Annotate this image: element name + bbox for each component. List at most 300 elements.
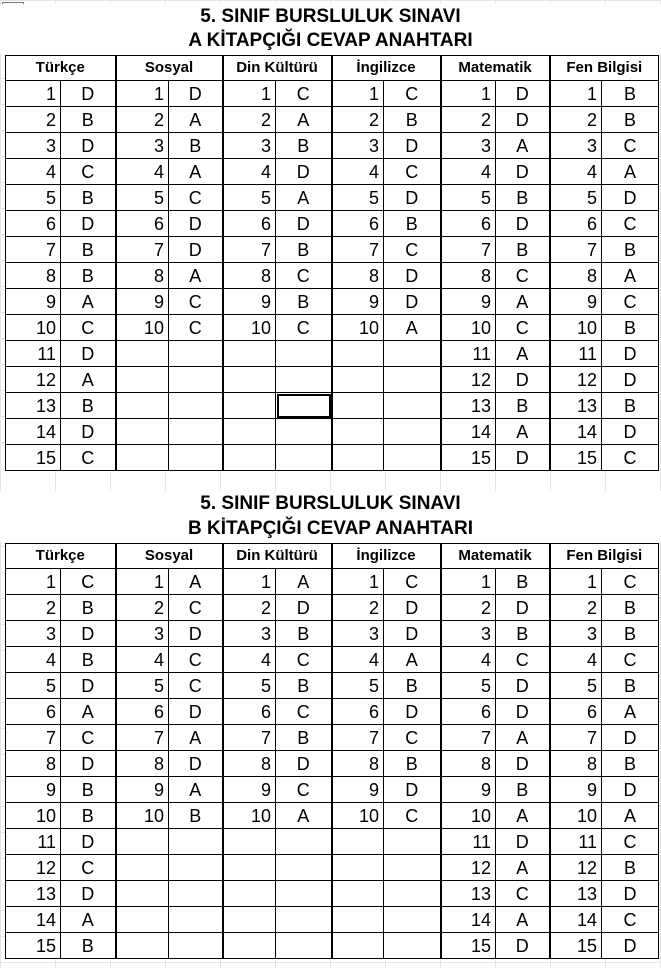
- question-number-cell[interactable]: [332, 907, 384, 933]
- answer-cell[interactable]: D: [169, 621, 223, 647]
- answer-cell[interactable]: C: [276, 81, 332, 107]
- answer-cell[interactable]: C: [602, 133, 659, 159]
- answer-cell[interactable]: B: [61, 263, 116, 289]
- answer-cell[interactable]: B: [61, 647, 116, 673]
- answer-cell[interactable]: C: [61, 569, 116, 595]
- question-number-cell[interactable]: 2: [223, 595, 276, 621]
- question-number-cell[interactable]: 13: [550, 881, 602, 907]
- question-number-cell[interactable]: 14: [550, 419, 602, 445]
- answer-cell[interactable]: B: [61, 107, 116, 133]
- answer-cell[interactable]: A: [169, 569, 223, 595]
- question-number-cell[interactable]: [332, 341, 384, 367]
- answer-cell[interactable]: A: [496, 907, 550, 933]
- answer-cell[interactable]: A: [276, 569, 332, 595]
- answer-cell[interactable]: C: [169, 595, 223, 621]
- question-number-cell[interactable]: [116, 367, 169, 393]
- question-number-cell[interactable]: 13: [6, 881, 61, 907]
- question-number-cell[interactable]: 11: [6, 829, 61, 855]
- subject-header[interactable]: Fen Bilgisi: [550, 56, 659, 81]
- question-number-cell[interactable]: [116, 393, 169, 419]
- question-number-cell[interactable]: 15: [6, 445, 61, 471]
- answer-cell[interactable]: A: [276, 803, 332, 829]
- answer-cell[interactable]: A: [602, 263, 659, 289]
- answer-cell[interactable]: B: [276, 673, 332, 699]
- question-number-cell[interactable]: [116, 855, 169, 881]
- answer-cell[interactable]: B: [276, 725, 332, 751]
- question-number-cell[interactable]: 9: [223, 289, 276, 315]
- question-number-cell[interactable]: [223, 445, 276, 471]
- answer-cell[interactable]: B: [61, 595, 116, 621]
- answer-cell[interactable]: D: [169, 211, 223, 237]
- question-number-cell[interactable]: [116, 829, 169, 855]
- answer-cell[interactable]: B: [602, 237, 659, 263]
- answer-cell[interactable]: B: [602, 673, 659, 699]
- question-number-cell[interactable]: 4: [550, 159, 602, 185]
- answer-cell[interactable]: D: [276, 595, 332, 621]
- question-number-cell[interactable]: 6: [441, 699, 496, 725]
- answer-cell[interactable]: D: [384, 777, 441, 803]
- question-number-cell[interactable]: 8: [6, 263, 61, 289]
- answer-cell[interactable]: B: [496, 569, 550, 595]
- answer-cell[interactable]: B: [61, 933, 116, 959]
- answer-cell[interactable]: [276, 445, 332, 471]
- question-number-cell[interactable]: 11: [550, 341, 602, 367]
- answer-cell[interactable]: [384, 367, 441, 393]
- answer-cell[interactable]: [276, 907, 332, 933]
- answer-cell[interactable]: A: [496, 803, 550, 829]
- question-number-cell[interactable]: 2: [550, 595, 602, 621]
- answer-cell[interactable]: D: [496, 159, 550, 185]
- question-number-cell[interactable]: 2: [441, 107, 496, 133]
- answer-cell[interactable]: A: [384, 315, 441, 341]
- question-number-cell[interactable]: 6: [332, 211, 384, 237]
- question-number-cell[interactable]: 8: [116, 751, 169, 777]
- answer-cell[interactable]: C: [496, 315, 550, 341]
- question-number-cell[interactable]: 6: [550, 211, 602, 237]
- answer-cell[interactable]: [169, 933, 223, 959]
- question-number-cell[interactable]: 1: [116, 569, 169, 595]
- question-number-cell[interactable]: 8: [223, 263, 276, 289]
- subject-header[interactable]: Matematik: [441, 56, 550, 81]
- subject-header[interactable]: Sosyal: [116, 56, 223, 81]
- question-number-cell[interactable]: 15: [550, 933, 602, 959]
- answer-cell[interactable]: D: [61, 341, 116, 367]
- question-number-cell[interactable]: 9: [550, 777, 602, 803]
- answer-cell[interactable]: [276, 341, 332, 367]
- question-number-cell[interactable]: 7: [441, 237, 496, 263]
- question-number-cell[interactable]: 4: [332, 159, 384, 185]
- question-number-cell[interactable]: 9: [441, 289, 496, 315]
- question-number-cell[interactable]: [223, 907, 276, 933]
- question-number-cell[interactable]: 6: [223, 211, 276, 237]
- answer-cell[interactable]: [169, 881, 223, 907]
- question-number-cell[interactable]: [116, 933, 169, 959]
- answer-cell[interactable]: [169, 393, 223, 419]
- question-number-cell[interactable]: [332, 829, 384, 855]
- answer-cell[interactable]: B: [276, 621, 332, 647]
- answer-cell[interactable]: C: [169, 647, 223, 673]
- question-number-cell[interactable]: 7: [550, 725, 602, 751]
- answer-cell[interactable]: D: [276, 751, 332, 777]
- answer-cell[interactable]: C: [496, 647, 550, 673]
- question-number-cell[interactable]: 14: [6, 907, 61, 933]
- question-number-cell[interactable]: 8: [441, 263, 496, 289]
- answer-cell[interactable]: D: [496, 595, 550, 621]
- question-number-cell[interactable]: [223, 393, 276, 419]
- answer-cell[interactable]: C: [384, 569, 441, 595]
- question-number-cell[interactable]: 6: [116, 211, 169, 237]
- answer-cell[interactable]: D: [602, 367, 659, 393]
- question-number-cell[interactable]: 6: [332, 699, 384, 725]
- answer-cell[interactable]: B: [602, 621, 659, 647]
- question-number-cell[interactable]: 14: [441, 419, 496, 445]
- question-number-cell[interactable]: 1: [441, 81, 496, 107]
- question-number-cell[interactable]: [223, 341, 276, 367]
- question-number-cell[interactable]: 4: [550, 647, 602, 673]
- answer-cell[interactable]: C: [169, 289, 223, 315]
- answer-cell[interactable]: B: [384, 211, 441, 237]
- answer-cell[interactable]: D: [496, 751, 550, 777]
- question-number-cell[interactable]: 5: [6, 673, 61, 699]
- question-number-cell[interactable]: 8: [116, 263, 169, 289]
- answer-cell[interactable]: A: [276, 185, 332, 211]
- question-number-cell[interactable]: 12: [550, 855, 602, 881]
- question-number-cell[interactable]: 13: [6, 393, 61, 419]
- question-number-cell[interactable]: 10: [441, 315, 496, 341]
- question-number-cell[interactable]: 4: [332, 647, 384, 673]
- answer-cell[interactable]: D: [496, 673, 550, 699]
- question-number-cell[interactable]: 5: [223, 673, 276, 699]
- answer-cell[interactable]: C: [602, 907, 659, 933]
- subject-header[interactable]: Din Kültürü: [223, 56, 332, 81]
- question-number-cell[interactable]: [116, 341, 169, 367]
- question-number-cell[interactable]: [223, 881, 276, 907]
- question-number-cell[interactable]: 8: [550, 263, 602, 289]
- answer-cell[interactable]: C: [276, 315, 332, 341]
- answer-cell[interactable]: D: [496, 367, 550, 393]
- question-number-cell[interactable]: 7: [223, 237, 276, 263]
- answer-cell[interactable]: [384, 829, 441, 855]
- question-number-cell[interactable]: 4: [116, 647, 169, 673]
- answer-cell[interactable]: B: [496, 185, 550, 211]
- answer-cell[interactable]: [384, 881, 441, 907]
- question-number-cell[interactable]: 1: [550, 81, 602, 107]
- question-number-cell[interactable]: [223, 367, 276, 393]
- answer-cell[interactable]: A: [602, 803, 659, 829]
- question-number-cell[interactable]: 12: [441, 855, 496, 881]
- question-number-cell[interactable]: 2: [550, 107, 602, 133]
- answer-cell[interactable]: D: [169, 81, 223, 107]
- answer-cell[interactable]: C: [276, 699, 332, 725]
- subject-header[interactable]: Türkçe: [6, 544, 116, 569]
- answer-cell[interactable]: C: [276, 777, 332, 803]
- question-number-cell[interactable]: 12: [550, 367, 602, 393]
- question-number-cell[interactable]: 1: [332, 569, 384, 595]
- answer-cell[interactable]: B: [602, 751, 659, 777]
- question-number-cell[interactable]: 14: [550, 907, 602, 933]
- answer-cell[interactable]: B: [61, 777, 116, 803]
- answer-cell[interactable]: B: [276, 289, 332, 315]
- answer-cell[interactable]: D: [496, 933, 550, 959]
- subject-header[interactable]: Matematik: [441, 544, 550, 569]
- question-number-cell[interactable]: 9: [116, 777, 169, 803]
- question-number-cell[interactable]: 10: [550, 803, 602, 829]
- question-number-cell[interactable]: 13: [550, 393, 602, 419]
- answer-cell[interactable]: C: [61, 445, 116, 471]
- answer-cell[interactable]: B: [61, 185, 116, 211]
- question-number-cell[interactable]: 11: [6, 341, 61, 367]
- question-number-cell[interactable]: 3: [332, 133, 384, 159]
- question-number-cell[interactable]: 10: [223, 315, 276, 341]
- question-number-cell[interactable]: 6: [6, 211, 61, 237]
- answer-cell[interactable]: [276, 829, 332, 855]
- question-number-cell[interactable]: 3: [223, 621, 276, 647]
- question-number-cell[interactable]: [116, 907, 169, 933]
- question-number-cell[interactable]: 2: [441, 595, 496, 621]
- question-number-cell[interactable]: 10: [6, 315, 61, 341]
- answer-cell[interactable]: A: [61, 367, 116, 393]
- answer-cell[interactable]: B: [61, 237, 116, 263]
- answer-cell[interactable]: D: [384, 185, 441, 211]
- question-number-cell[interactable]: 4: [6, 159, 61, 185]
- question-number-cell[interactable]: [332, 855, 384, 881]
- question-number-cell[interactable]: 9: [6, 289, 61, 315]
- question-number-cell[interactable]: 5: [116, 673, 169, 699]
- answer-cell[interactable]: D: [61, 419, 116, 445]
- answer-cell[interactable]: B: [602, 81, 659, 107]
- question-number-cell[interactable]: 1: [223, 569, 276, 595]
- answer-cell[interactable]: D: [169, 751, 223, 777]
- question-number-cell[interactable]: 5: [332, 673, 384, 699]
- answer-cell[interactable]: [276, 419, 332, 445]
- question-number-cell[interactable]: 5: [441, 185, 496, 211]
- answer-cell[interactable]: A: [496, 725, 550, 751]
- answer-cell[interactable]: C: [496, 881, 550, 907]
- question-number-cell[interactable]: [116, 445, 169, 471]
- question-number-cell[interactable]: 3: [550, 133, 602, 159]
- answer-cell[interactable]: B: [61, 393, 116, 419]
- answer-cell[interactable]: B: [61, 803, 116, 829]
- answer-cell[interactable]: D: [61, 829, 116, 855]
- question-number-cell[interactable]: 3: [116, 621, 169, 647]
- answer-cell[interactable]: A: [61, 699, 116, 725]
- answer-cell[interactable]: A: [61, 907, 116, 933]
- answer-cell[interactable]: [384, 933, 441, 959]
- answer-cell[interactable]: A: [496, 133, 550, 159]
- answer-cell[interactable]: D: [496, 107, 550, 133]
- answer-cell[interactable]: D: [61, 211, 116, 237]
- answer-cell[interactable]: [169, 367, 223, 393]
- question-number-cell[interactable]: 6: [441, 211, 496, 237]
- question-number-cell[interactable]: 5: [116, 185, 169, 211]
- question-number-cell[interactable]: 3: [441, 133, 496, 159]
- question-number-cell[interactable]: 6: [116, 699, 169, 725]
- question-number-cell[interactable]: 1: [116, 81, 169, 107]
- answer-cell[interactable]: B: [276, 237, 332, 263]
- question-number-cell[interactable]: 2: [6, 595, 61, 621]
- question-number-cell[interactable]: 7: [550, 237, 602, 263]
- question-number-cell[interactable]: 7: [223, 725, 276, 751]
- question-number-cell[interactable]: 4: [223, 159, 276, 185]
- question-number-cell[interactable]: [223, 419, 276, 445]
- question-number-cell[interactable]: 10: [116, 315, 169, 341]
- question-number-cell[interactable]: 15: [550, 445, 602, 471]
- answer-cell[interactable]: C: [384, 159, 441, 185]
- answer-cell[interactable]: C: [602, 289, 659, 315]
- question-number-cell[interactable]: 7: [441, 725, 496, 751]
- answer-cell[interactable]: C: [384, 81, 441, 107]
- answer-cell[interactable]: C: [61, 855, 116, 881]
- answer-cell[interactable]: C: [384, 237, 441, 263]
- answer-cell[interactable]: C: [169, 673, 223, 699]
- question-number-cell[interactable]: 8: [6, 751, 61, 777]
- question-number-cell[interactable]: 8: [223, 751, 276, 777]
- question-number-cell[interactable]: 1: [441, 569, 496, 595]
- question-number-cell[interactable]: 2: [116, 595, 169, 621]
- answer-cell[interactable]: [169, 341, 223, 367]
- answer-cell[interactable]: D: [169, 237, 223, 263]
- answer-cell[interactable]: D: [384, 699, 441, 725]
- answer-cell[interactable]: [169, 445, 223, 471]
- question-number-cell[interactable]: 5: [6, 185, 61, 211]
- answer-cell[interactable]: C: [602, 445, 659, 471]
- answer-cell[interactable]: A: [496, 289, 550, 315]
- question-number-cell[interactable]: [116, 881, 169, 907]
- question-number-cell[interactable]: 7: [6, 237, 61, 263]
- question-number-cell[interactable]: 13: [441, 393, 496, 419]
- answer-cell[interactable]: B: [602, 393, 659, 419]
- question-number-cell[interactable]: [332, 881, 384, 907]
- answer-cell[interactable]: B: [169, 803, 223, 829]
- answer-cell[interactable]: C: [496, 263, 550, 289]
- answer-cell[interactable]: C: [61, 159, 116, 185]
- answer-cell[interactable]: [276, 367, 332, 393]
- question-number-cell[interactable]: 4: [116, 159, 169, 185]
- answer-cell[interactable]: B: [169, 133, 223, 159]
- question-number-cell[interactable]: 8: [332, 751, 384, 777]
- question-number-cell[interactable]: [332, 933, 384, 959]
- question-number-cell[interactable]: 7: [116, 237, 169, 263]
- answer-cell[interactable]: A: [169, 263, 223, 289]
- question-number-cell[interactable]: 13: [441, 881, 496, 907]
- answer-cell[interactable]: D: [602, 185, 659, 211]
- answer-cell[interactable]: D: [384, 289, 441, 315]
- answer-cell[interactable]: D: [384, 621, 441, 647]
- answer-cell[interactable]: B: [602, 107, 659, 133]
- question-number-cell[interactable]: 5: [332, 185, 384, 211]
- subject-header[interactable]: Fen Bilgisi: [550, 544, 659, 569]
- question-number-cell[interactable]: 14: [441, 907, 496, 933]
- answer-cell[interactable]: D: [384, 133, 441, 159]
- question-number-cell[interactable]: 3: [116, 133, 169, 159]
- question-number-cell[interactable]: 8: [332, 263, 384, 289]
- question-number-cell[interactable]: 5: [550, 185, 602, 211]
- answer-cell[interactable]: D: [602, 419, 659, 445]
- answer-cell[interactable]: [384, 393, 441, 419]
- question-number-cell[interactable]: 2: [6, 107, 61, 133]
- question-number-cell[interactable]: 1: [223, 81, 276, 107]
- question-number-cell[interactable]: 14: [6, 419, 61, 445]
- answer-cell[interactable]: [384, 419, 441, 445]
- subject-header[interactable]: Din Kültürü: [223, 544, 332, 569]
- answer-cell[interactable]: D: [384, 263, 441, 289]
- answer-cell[interactable]: A: [169, 777, 223, 803]
- answer-cell[interactable]: D: [602, 725, 659, 751]
- answer-cell[interactable]: [384, 341, 441, 367]
- question-number-cell[interactable]: 9: [116, 289, 169, 315]
- answer-cell[interactable]: D: [496, 211, 550, 237]
- question-number-cell[interactable]: [223, 933, 276, 959]
- answer-cell[interactable]: A: [276, 107, 332, 133]
- answer-cell[interactable]: D: [169, 699, 223, 725]
- answer-cell[interactable]: C: [276, 647, 332, 673]
- question-number-cell[interactable]: 3: [6, 621, 61, 647]
- answer-cell[interactable]: D: [602, 933, 659, 959]
- question-number-cell[interactable]: 1: [332, 81, 384, 107]
- question-number-cell[interactable]: 8: [550, 751, 602, 777]
- answer-cell[interactable]: D: [276, 159, 332, 185]
- question-number-cell[interactable]: 3: [223, 133, 276, 159]
- question-number-cell[interactable]: 10: [441, 803, 496, 829]
- subject-header[interactable]: Sosyal: [116, 544, 223, 569]
- question-number-cell[interactable]: 15: [6, 933, 61, 959]
- answer-cell[interactable]: B: [602, 855, 659, 881]
- question-number-cell[interactable]: 9: [332, 777, 384, 803]
- question-number-cell[interactable]: 10: [116, 803, 169, 829]
- answer-cell[interactable]: B: [276, 133, 332, 159]
- answer-cell[interactable]: B: [496, 777, 550, 803]
- answer-cell[interactable]: [276, 855, 332, 881]
- question-number-cell[interactable]: 6: [550, 699, 602, 725]
- question-number-cell[interactable]: 5: [441, 673, 496, 699]
- answer-cell[interactable]: C: [602, 829, 659, 855]
- answer-cell[interactable]: B: [496, 237, 550, 263]
- question-number-cell[interactable]: 4: [441, 647, 496, 673]
- question-number-cell[interactable]: 10: [332, 803, 384, 829]
- answer-cell[interactable]: D: [61, 881, 116, 907]
- answer-cell[interactable]: [384, 855, 441, 881]
- question-number-cell[interactable]: 2: [332, 107, 384, 133]
- question-number-cell[interactable]: 7: [332, 725, 384, 751]
- question-number-cell[interactable]: [332, 445, 384, 471]
- subject-header[interactable]: Türkçe: [6, 56, 116, 81]
- answer-cell[interactable]: C: [169, 185, 223, 211]
- question-number-cell[interactable]: 3: [6, 133, 61, 159]
- question-number-cell[interactable]: 11: [550, 829, 602, 855]
- answer-cell[interactable]: [169, 855, 223, 881]
- answer-cell[interactable]: B: [496, 621, 550, 647]
- question-number-cell[interactable]: [116, 419, 169, 445]
- answer-cell[interactable]: D: [496, 829, 550, 855]
- answer-cell[interactable]: B: [496, 393, 550, 419]
- answer-cell[interactable]: [384, 907, 441, 933]
- answer-cell[interactable]: A: [169, 159, 223, 185]
- answer-cell[interactable]: [276, 881, 332, 907]
- answer-cell[interactable]: C: [384, 725, 441, 751]
- answer-cell[interactable]: C: [384, 803, 441, 829]
- question-number-cell[interactable]: 10: [550, 315, 602, 341]
- question-number-cell[interactable]: 11: [441, 829, 496, 855]
- question-number-cell[interactable]: 15: [441, 933, 496, 959]
- question-number-cell[interactable]: 11: [441, 341, 496, 367]
- question-number-cell[interactable]: [223, 855, 276, 881]
- answer-cell[interactable]: D: [496, 445, 550, 471]
- answer-cell[interactable]: A: [169, 107, 223, 133]
- answer-cell[interactable]: D: [602, 341, 659, 367]
- answer-cell[interactable]: [276, 933, 332, 959]
- question-number-cell[interactable]: 7: [6, 725, 61, 751]
- question-number-cell[interactable]: 1: [6, 569, 61, 595]
